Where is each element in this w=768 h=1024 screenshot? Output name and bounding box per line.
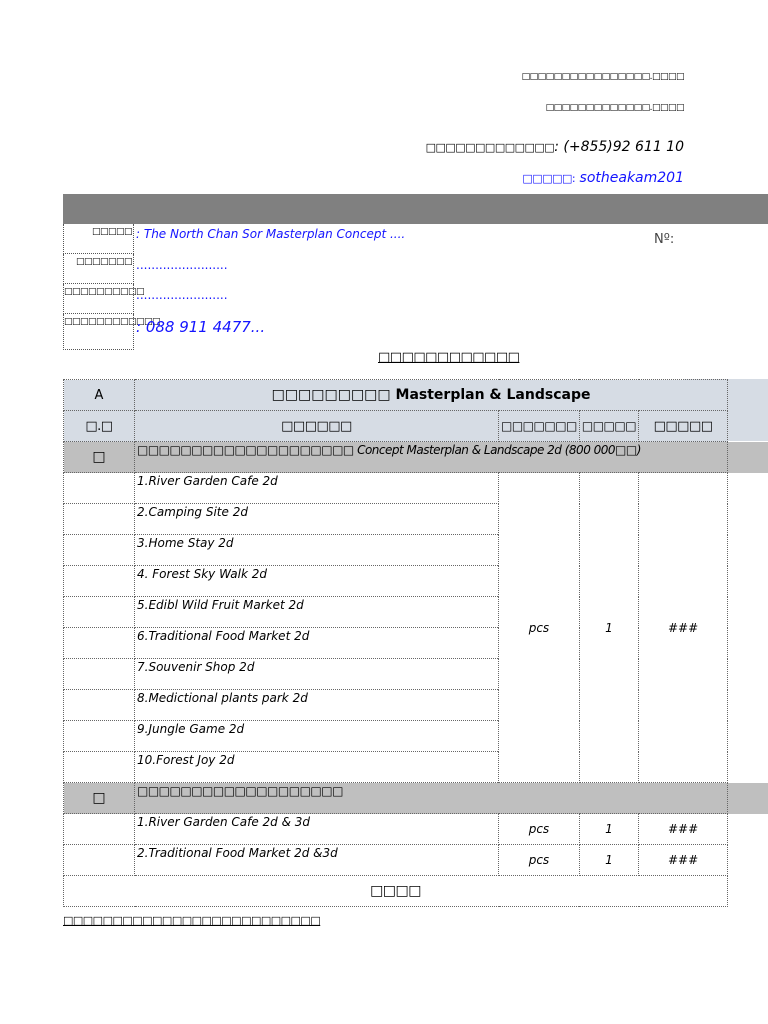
item-description: 4. Forest Sky Walk 2d [135, 566, 499, 597]
phone-contact-value: : 088 911 4477... [136, 318, 266, 336]
row-number [64, 690, 135, 721]
item-description: 2.Traditional Food Market 2d &3d [135, 845, 499, 876]
company-address-line2: □□□□□□□□□□□□□.□□□□ [545, 103, 684, 113]
section-row [64, 380, 728, 411]
row-number [64, 535, 135, 566]
email-label: □□□□□: [522, 172, 576, 185]
header-band [63, 194, 768, 224]
item-description: 3.Home Stay 2d [135, 535, 499, 566]
group1-qty: 1 [579, 473, 638, 783]
item-qty: 1 [579, 845, 638, 876]
total-row [64, 876, 728, 907]
group1-price: ### [639, 473, 728, 783]
info-row3-label: □□□□□□□□□□ [63, 284, 134, 314]
item-description: 5.Edibl Wild Fruit Market 2d [135, 597, 499, 628]
row-number [64, 473, 135, 504]
row-number [64, 597, 135, 628]
item-description: 6.Traditional Food Market 2d [135, 628, 499, 659]
quotation-table [63, 379, 728, 907]
group2-title: □□□□□□□□□□□□□□□□□□□ [135, 783, 728, 814]
group1-unit: pcs [499, 473, 580, 783]
table-row [64, 814, 728, 845]
section-code: A [64, 380, 135, 411]
total-label: □□□□ [64, 876, 728, 907]
item-unit: pcs [499, 814, 580, 845]
row-number [64, 504, 135, 535]
group1-no: □ [64, 442, 135, 473]
phone-label: □□□□□□□□□□□□□ [425, 141, 555, 154]
section-title: □□□□□□□□□ Masterplan & Landscape [135, 380, 728, 411]
row-number [64, 659, 135, 690]
row-number [64, 721, 135, 752]
group2-row [64, 783, 728, 814]
item-description: 1.River Garden Cafe 2d [135, 473, 499, 504]
row-number [64, 566, 135, 597]
item-description: 10.Forest Joy 2d [135, 752, 499, 783]
item-description: 2.Camping Site 2d [135, 504, 499, 535]
info-row2-label: □□□□□□□ [63, 254, 134, 284]
row-number [64, 814, 135, 845]
info-row2-value: ........................ [136, 258, 228, 272]
number-label: Nº: [654, 232, 675, 247]
group1-row [64, 442, 728, 473]
phone-value: : (+855)92 611 10 [554, 139, 684, 155]
project-value: : The North Chan Sor Masterplan Concept .... [136, 227, 406, 241]
header-row [64, 411, 728, 442]
table-row [64, 845, 728, 876]
info-row4-label: □□□□□□□□□□□□ [63, 314, 134, 350]
company-email [384, 170, 684, 186]
item-description: 9.Jungle Game 2d [135, 721, 499, 752]
row-number [64, 752, 135, 783]
document-title: □□□□□□□□□□□□ [378, 350, 520, 365]
item-unit: pcs [499, 845, 580, 876]
row-number [64, 628, 135, 659]
group1-title: □□□□□□□□□□□□□□□□□□□□ Concept Masterplan & Landscape 2d (800 000□□) [135, 442, 728, 473]
item-qty: 1 [579, 814, 638, 845]
col-header-price: □□□□□ [639, 411, 728, 442]
col-header-description: □□□□□□ [135, 411, 499, 442]
table-row [64, 473, 728, 504]
project-label: □□□□□ [63, 224, 134, 254]
item-description: 7.Souvenir Shop 2d [135, 659, 499, 690]
company-phone [384, 139, 684, 155]
col-header-unit: □□□□□□□ [499, 411, 580, 442]
company-address-line1: □□□□□□□□□□□□□□□□.□□□□ [521, 72, 684, 82]
group2-no: □ [64, 783, 135, 814]
item-price: ### [639, 845, 728, 876]
col-header-qty: □□□□□ [579, 411, 638, 442]
item-price: ### [639, 814, 728, 845]
item-description: 8.Medictional plants park 2d [135, 690, 499, 721]
info-row3-value: ........................ [136, 288, 228, 302]
col-header-no: □.□ [64, 411, 135, 442]
footer-note: □□□□□□□□□□□□□□□□□□□□□□□□□□ [63, 914, 321, 927]
item-description: 1.River Garden Cafe 2d & 3d [135, 814, 499, 845]
email-value: sotheakam201 [575, 170, 684, 186]
row-number [64, 845, 135, 876]
